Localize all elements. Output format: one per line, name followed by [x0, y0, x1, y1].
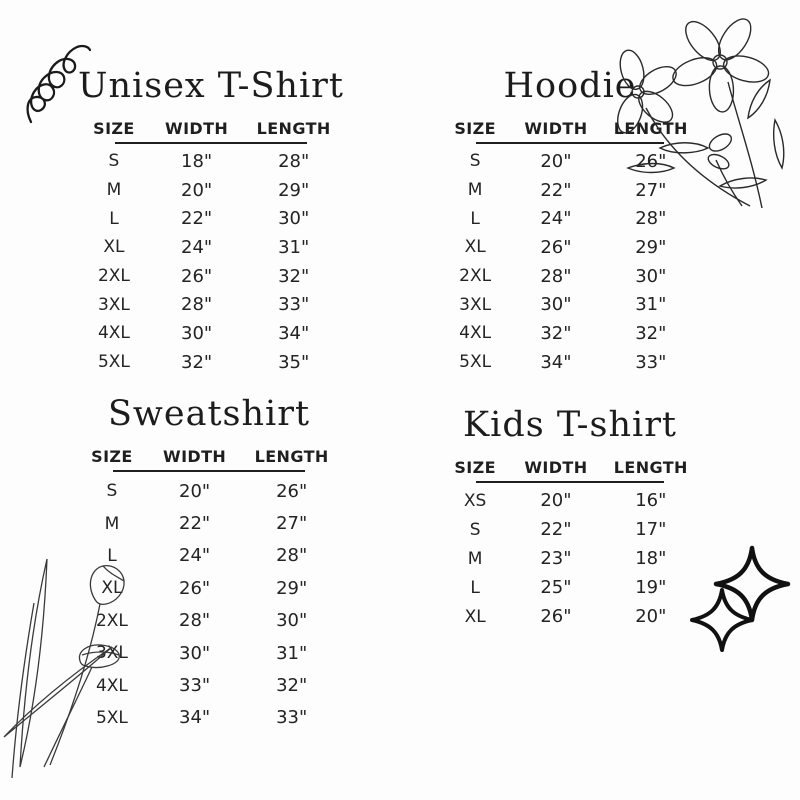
table-cell: XL [464, 606, 486, 627]
table-row [78, 319, 344, 348]
table-row [76, 637, 342, 669]
table-cell: 5XL [97, 352, 130, 373]
table-cell: 17" [635, 519, 667, 540]
size-table-sweatshirt [76, 391, 342, 734]
table-cell: 30" [278, 208, 310, 230]
table-cell: 20" [181, 179, 213, 201]
table-cell: M [106, 180, 122, 201]
table-cell: L [470, 208, 480, 229]
table-cell: 32" [278, 265, 310, 287]
table-row [76, 669, 342, 701]
table-row [440, 573, 700, 602]
column-header-length: LENGTH [256, 118, 331, 138]
table-row [78, 176, 344, 205]
table-cell: 33" [278, 294, 310, 316]
table-header-row [76, 443, 342, 469]
table-cell: S [469, 151, 481, 172]
table-row [440, 486, 700, 515]
column-header-width: WIDTH [163, 446, 227, 466]
table-cell: 16" [635, 490, 667, 511]
table-row [76, 572, 342, 604]
table-cell: 30" [181, 322, 213, 344]
table-row [440, 515, 700, 544]
size-table-unisex-tshirt [78, 63, 344, 377]
table-title-unisex-tshirt: Unisex T-Shirt [78, 66, 344, 106]
table-cell: 28" [278, 150, 310, 172]
table-header-row [78, 115, 344, 141]
header-underline [476, 142, 663, 144]
table-cell: 20" [179, 480, 211, 502]
table-row [440, 319, 700, 348]
column-header-size: SIZE [454, 457, 496, 477]
table-cell: 22" [181, 208, 213, 230]
table-cell: 20" [540, 490, 572, 511]
table-row [78, 233, 344, 262]
table-cell: 22" [179, 513, 211, 535]
table-row [76, 702, 342, 734]
table-row [440, 290, 700, 319]
table-cell: S [106, 481, 118, 502]
table-title-kids-tshirt: Kids T-shirt [463, 405, 677, 445]
column-header-length: LENGTH [254, 446, 329, 466]
table-cell: 35" [278, 351, 310, 373]
table-row [440, 602, 700, 631]
table-row [76, 605, 342, 637]
table-cell: L [470, 577, 480, 598]
table-cell: S [469, 519, 481, 540]
table-cell: 4XL [459, 323, 492, 344]
table-cell: 30" [179, 642, 211, 664]
table-cell: 32" [276, 675, 308, 697]
table-cell: 31" [635, 294, 667, 316]
header-underline [115, 142, 307, 144]
table-cell: 24" [181, 236, 213, 258]
table-cell: 4XL [95, 675, 128, 696]
table-cell: 22" [540, 519, 572, 540]
table-cell: 29" [635, 236, 667, 258]
table-row [440, 233, 700, 262]
table-cell: 28" [181, 294, 213, 316]
table-cell: L [109, 208, 119, 229]
table-row [440, 176, 700, 205]
table-cell: 20" [635, 606, 667, 627]
table-cell: 26" [540, 236, 572, 258]
column-header-length: LENGTH [613, 457, 688, 477]
table-cell: 18" [635, 548, 667, 569]
table-cell: 2XL [95, 610, 128, 631]
sparkles-icon [690, 542, 795, 654]
table-cell: 31" [278, 236, 310, 258]
table-cell: 30" [276, 610, 308, 632]
table-header-row [440, 454, 700, 480]
table-cell: XL [464, 237, 486, 258]
table-cell: L [107, 545, 117, 566]
table-row [76, 540, 342, 572]
table-cell: 4XL [97, 323, 130, 344]
column-header-width: WIDTH [524, 457, 588, 477]
table-cell: 34" [179, 707, 211, 729]
table-cell: XL [101, 578, 123, 599]
table-cell: 3XL [95, 643, 128, 664]
table-cell: 5XL [459, 352, 492, 373]
table-cell: 28" [276, 545, 308, 567]
column-header-size: SIZE [91, 446, 133, 466]
table-cell: M [104, 513, 120, 534]
table-cell: 20" [540, 150, 572, 172]
table-cell: 3XL [97, 294, 130, 315]
table-cell: 32" [181, 351, 213, 373]
table-cell: 24" [540, 208, 572, 230]
table-cell: 28" [540, 265, 572, 287]
table-title-hoodie: Hoodie [503, 66, 637, 106]
table-cell: 29" [278, 179, 310, 201]
table-row [440, 204, 700, 233]
table-row [440, 147, 700, 176]
header-underline [476, 481, 663, 483]
table-cell: 26" [635, 150, 667, 172]
table-cell: 31" [276, 642, 308, 664]
column-header-size: SIZE [93, 118, 135, 138]
table-cell: 25" [540, 577, 572, 598]
table-cell: S [108, 151, 120, 172]
table-cell: 2XL [97, 266, 130, 287]
table-cell: 34" [540, 351, 572, 373]
table-cell: 30" [540, 294, 572, 316]
size-table-hoodie [440, 63, 700, 377]
table-cell: 3XL [459, 294, 492, 315]
table-row [78, 262, 344, 291]
table-cell: 27" [635, 179, 667, 201]
column-header-width: WIDTH [165, 118, 229, 138]
table-cell: 19" [635, 577, 667, 598]
table-body [440, 147, 700, 377]
table-cell: 26" [540, 606, 572, 627]
table-cell: M [467, 180, 483, 201]
table-cell: 28" [179, 610, 211, 632]
size-table-kids-tshirt [440, 402, 700, 631]
table-cell: XL [103, 237, 125, 258]
table-cell: 32" [635, 322, 667, 344]
column-header-length: LENGTH [613, 118, 688, 138]
table-cell: 33" [276, 707, 308, 729]
table-row [78, 147, 344, 176]
header-underline [113, 470, 305, 472]
table-cell: 22" [540, 179, 572, 201]
column-header-size: SIZE [454, 118, 496, 138]
table-cell: 28" [635, 208, 667, 230]
table-row [440, 544, 700, 573]
table-cell: M [467, 548, 483, 569]
table-body [78, 147, 344, 377]
table-row [76, 507, 342, 539]
table-title-sweatshirt: Sweatshirt [107, 394, 311, 434]
table-body [76, 475, 342, 734]
table-cell: 29" [276, 577, 308, 599]
table-header-row [440, 115, 700, 141]
table-cell: 34" [278, 322, 310, 344]
table-cell: 33" [179, 675, 211, 697]
table-cell: 18" [181, 150, 213, 172]
table-cell: 32" [540, 322, 572, 344]
table-row [78, 348, 344, 377]
table-row [440, 348, 700, 377]
table-cell: 5XL [95, 707, 128, 728]
table-cell: 26" [179, 577, 211, 599]
table-cell: 26" [181, 265, 213, 287]
table-cell: 23" [540, 548, 572, 569]
table-row [76, 475, 342, 507]
table-body [440, 486, 700, 631]
table-cell: 24" [179, 545, 211, 567]
table-cell: 30" [635, 265, 667, 287]
table-cell: 27" [276, 513, 308, 535]
table-cell: XS [463, 490, 487, 511]
column-header-width: WIDTH [524, 118, 588, 138]
table-row [440, 262, 700, 291]
table-cell: 33" [635, 351, 667, 373]
table-cell: 26" [276, 480, 308, 502]
table-cell: 2XL [459, 266, 492, 287]
table-row [78, 204, 344, 233]
table-row [78, 290, 344, 319]
